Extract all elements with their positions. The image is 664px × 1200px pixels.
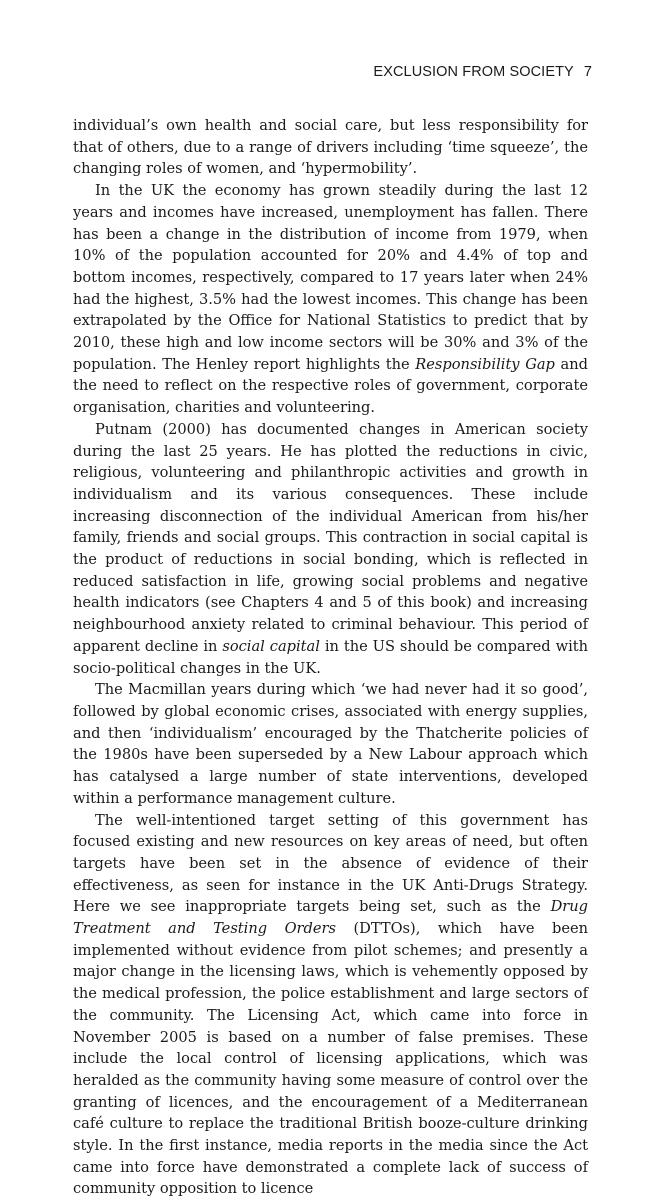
body-text [73,115,588,1200]
text-run: and the need to reflect on the respective roles of government, corporate organisation, charities and volunteering. [73,356,588,416]
text-run: In the UK the economy has grown steadily during the last 12 years and incomes have increased, unemployment has fallen. There has been a change in the distribution of income from 1979, when 10% of the population accounted for 20% and 4.4% of top and bottom incomes, respectively, compared to 17 years later when 24% had the highest, 3.5% had the lowest incomes. This change has been extrapolated by the Office for National Statistics to predict that by 2010, these high and low income sectors will be 30% and 3% of the population. The Henley report highlights the [73,182,588,373]
paragraph [73,115,588,180]
text-run: in the US should be compared with socio-political changes in the UK. [73,638,588,677]
italic-text-run: social capital [222,638,320,655]
text-run: (DTTOs), which have been implemented without evidence from pilot schemes; and presently a major change in the licensing laws, which is vehemently opposed by the medical profession, the police establishment and large sectors of the community. The Licensing Act, which came into force in November 2005 is based on a number of false premises. These include the local control of licensing applications, which was heralded as the community having some measure of control over the granting of licences, and the encouragement of a Mediterranean café culture to replace the traditional British booze-culture drinking style. In the first instance, media reports in the media since the Act came into force have demonstrated a complete lack of success of community opposition to licence [73,920,588,1197]
text-run: individual’s own health and social care, but less responsibility for that of others, due to a range of drivers including ‘time squeeze’, the changing roles of women, and ‘hypermobility’. [73,117,588,177]
paragraph [73,810,588,1200]
running-head [373,64,592,80]
running-head-title: EXCLUSION FROM SOCIETY [373,64,573,80]
italic-text-run: Responsibility Gap [415,356,555,373]
paragraph [73,679,588,809]
page-number: 7 [584,64,592,80]
paragraph [73,180,588,419]
paragraph [73,419,588,679]
text-run: The Macmillan years during which ‘we had never had it so good’, followed by global economic crises, associated with energy supplies, and then ‘individualism’ encouraged by the Thatcherite policies of the 1980s have been superseded by a New Labour approach which has catalysed a large number of state interventions, developed within a performance management culture. [73,681,588,807]
text-run: Putnam (2000) has documented changes in American society during the last 25 years. He has plotted the reductions in civic, religious, volunteering and philanthropic activities and growth in individualism and its various consequences. These include increasing disconnection of the individual American from his/her family, friends and social groups. This contraction in social capital is the product of reductions in social bonding, which is reflected in reduced satisfaction in life, growing social problems and negative health indicators (see Chapters 4 and 5 of this book) and increasing neighbourhood anxiety related to criminal behaviour. This period of apparent decline in [73,421,588,655]
text-run: The well-intentioned target setting of this government has focused existing and new resources on key areas of need, but often targets have been set in the absence of evidence of their effectiveness, as seen for instance in the UK Anti-Drugs Strategy. Here we see inappropriate targets being set, such as the [73,812,588,916]
italic-text-run: Drug Treatment and Testing Orders [73,898,588,937]
